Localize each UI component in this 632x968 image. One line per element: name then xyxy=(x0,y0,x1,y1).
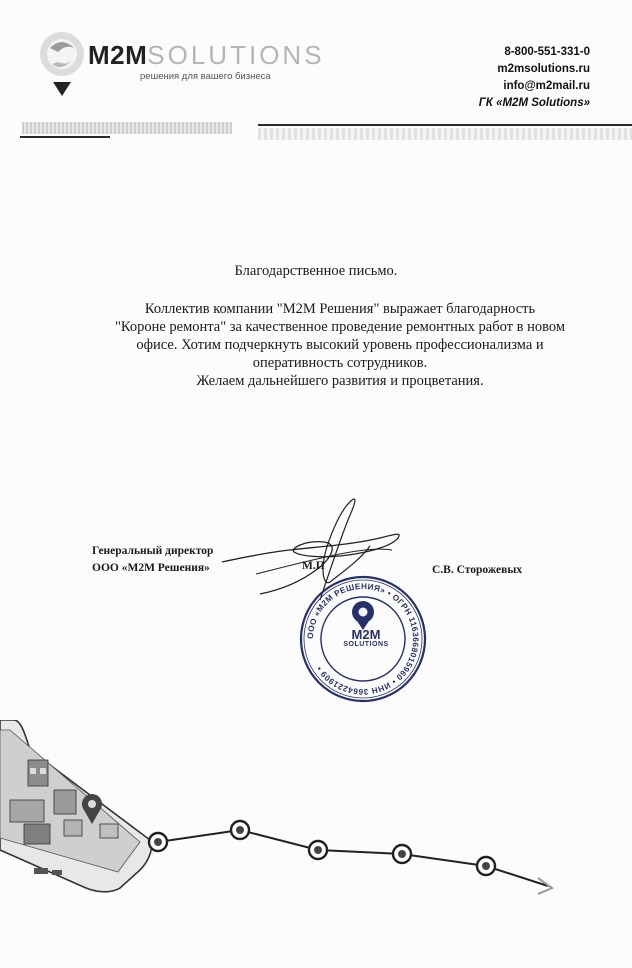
header-rule-left xyxy=(20,136,110,138)
stamp-brand-name: M2M xyxy=(351,627,381,642)
logo-word-m2m: M2M xyxy=(88,40,148,70)
header-scan-noise-right xyxy=(258,128,632,140)
letter-line: "Короне ремонта" за качественное проведение ремонтных работ в новом xyxy=(114,319,566,335)
signatory-title: Генеральный директор xyxy=(92,545,214,557)
signatory-company: ООО «М2М Решения» xyxy=(92,562,210,574)
contact-website: m2msolutions.ru xyxy=(497,63,590,75)
contact-phone: 8-800-551-331-0 xyxy=(504,46,590,58)
logo-tagline: решения для вашего бизнеса xyxy=(140,71,271,82)
phone-city-illustration xyxy=(0,720,152,892)
stamp-ring-text: ООО «М2М РЕШЕНИЯ» • ОГРН 1163668015960 • ИНН 3664221909 • xyxy=(305,581,421,697)
signer-name: С.В. Сторожевых xyxy=(432,564,523,576)
letter-line: Коллектив компании "М2М Решения" выражает благодарность xyxy=(144,301,536,317)
letter-line: офисе. Хотим подчеркнуть высокий уровень профессионализма и xyxy=(136,337,544,353)
letter-text xyxy=(90,300,590,390)
signatory-role xyxy=(92,543,213,577)
m2m-pin-logo-icon xyxy=(36,30,94,100)
letter-title: Благодарственное письмо. xyxy=(234,263,398,279)
contact-company: ГК «M2M Solutions» xyxy=(478,97,590,109)
logo-wordmark xyxy=(88,40,325,71)
stamp-logo-icon xyxy=(352,601,374,630)
header-rule-right xyxy=(258,124,632,126)
stamp-brand-sub: SOLUTIONS xyxy=(343,641,389,648)
progress-trend-line xyxy=(149,821,552,894)
header-scan-noise xyxy=(22,122,232,134)
contact-email: info@m2mail.ru xyxy=(503,80,590,92)
logo-word-solutions: SOLUTIONS xyxy=(147,40,325,70)
stamp-brand xyxy=(336,628,396,648)
mp-label: М.П xyxy=(302,560,325,572)
letter-line: Желаем дальнейшего развития и процветания. xyxy=(196,373,484,389)
letter-line: оперативность сотрудников. xyxy=(252,355,428,371)
contact-block xyxy=(479,44,590,112)
footer-decorative-graphic xyxy=(0,720,632,900)
company-logo xyxy=(30,28,325,98)
